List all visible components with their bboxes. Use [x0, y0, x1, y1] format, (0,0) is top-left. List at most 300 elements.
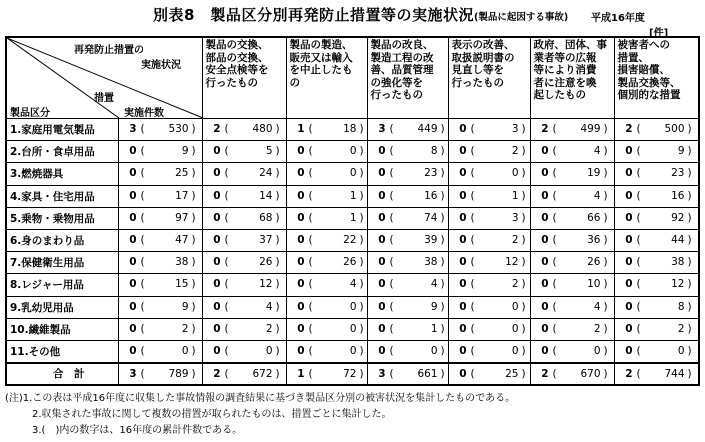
table-row [6, 296, 699, 318]
close-paren: ) [275, 189, 280, 202]
close-paren: ) [275, 300, 280, 313]
table-row [6, 340, 699, 362]
count-cell [448, 252, 530, 274]
open-paren: ( [224, 256, 229, 269]
close-paren: ) [440, 189, 445, 202]
open-paren: ( [552, 256, 557, 269]
count-cell [118, 119, 202, 141]
cumulative-count: 1 [430, 322, 438, 335]
measure-count: 0 [378, 233, 386, 246]
close-paren: ) [191, 278, 196, 291]
cumulative-count: 39 [424, 233, 438, 246]
cumulative-count: 0 [593, 344, 601, 357]
close-paren: ) [275, 278, 280, 291]
cumulative-count: 17 [175, 189, 189, 202]
count-cell [286, 119, 367, 141]
count-cell [614, 163, 699, 185]
close-paren: ) [603, 233, 608, 246]
table-row [6, 119, 699, 141]
cumulative-count: 44 [671, 233, 685, 246]
column-header-line: 販売又は輸入 [289, 51, 353, 64]
measure-count: 0 [129, 189, 137, 202]
open-paren: ( [636, 167, 641, 180]
cumulative-count: 26 [587, 256, 601, 269]
close-paren: ) [440, 145, 445, 158]
cumulative-count: 0 [511, 322, 519, 335]
open-paren: ( [308, 145, 313, 158]
count-cell [118, 318, 202, 340]
fiscal-year: 平成16年度 [591, 13, 645, 24]
open-paren: ( [140, 344, 145, 357]
cumulative-count: 5 [265, 145, 273, 158]
count-cell [286, 318, 367, 340]
product-category: 11.その他 [6, 340, 118, 362]
total-row [6, 363, 699, 385]
measure-count: 0 [378, 256, 386, 269]
open-paren: ( [308, 211, 313, 224]
close-paren: ) [359, 344, 364, 357]
count-cell [118, 363, 202, 385]
column-header-line: 被害者への [617, 39, 670, 51]
column-header-line: 者に注意を喚 [533, 76, 597, 89]
close-paren: ) [687, 278, 692, 291]
measure-count: 0 [459, 123, 467, 135]
measure-count: 0 [129, 145, 137, 158]
measure-count: 1 [297, 367, 305, 380]
column-header-line: 起したもの [533, 89, 586, 101]
count-cell [367, 363, 448, 385]
table-row [6, 141, 699, 163]
cumulative-count: 37 [259, 233, 273, 246]
open-paren: ( [470, 300, 475, 313]
measure-count: 0 [129, 167, 137, 180]
open-paren: ( [224, 211, 229, 224]
scope-note: (製品に起因する事故) [474, 12, 569, 23]
open-paren: ( [389, 167, 394, 180]
close-paren: ) [521, 189, 526, 202]
cumulative-count: 10 [587, 278, 601, 291]
measure-count: 0 [129, 211, 137, 224]
close-paren: ) [521, 256, 526, 269]
count-cell [118, 141, 202, 163]
title-bar [0, 4, 705, 24]
measure-count: 0 [129, 278, 137, 291]
open-paren: ( [389, 367, 394, 380]
cumulative-count: 26 [343, 256, 357, 269]
count-cell [118, 229, 202, 251]
open-paren: ( [636, 211, 641, 224]
open-paren: ( [470, 233, 475, 246]
open-paren: ( [389, 211, 394, 224]
close-paren: ) [521, 233, 526, 246]
count-cell [367, 340, 448, 362]
column-header-2 [286, 37, 367, 119]
count-cell [530, 296, 614, 318]
cumulative-count: 12 [671, 278, 685, 291]
count-cell [530, 185, 614, 207]
product-category: 7.保健衛生用品 [6, 252, 118, 274]
count-cell [448, 229, 530, 251]
open-paren: ( [552, 367, 557, 380]
close-paren: ) [191, 367, 196, 380]
open-paren: ( [552, 278, 557, 291]
measure-count: 0 [213, 145, 221, 158]
close-paren: ) [687, 322, 692, 335]
open-paren: ( [552, 344, 557, 357]
cumulative-count: 789 [168, 367, 189, 380]
cumulative-count: 9 [181, 300, 189, 313]
open-paren: ( [224, 278, 229, 291]
count-cell [448, 119, 530, 141]
open-paren: ( [308, 256, 313, 269]
open-paren: ( [308, 233, 313, 246]
cumulative-count: 23 [424, 167, 438, 180]
open-paren: ( [470, 189, 475, 202]
measure-count: 1 [297, 123, 305, 135]
column-header-line: 損害賠償、 [617, 64, 670, 76]
measure-count: 0 [459, 233, 467, 246]
close-paren: ) [440, 211, 445, 224]
column-header-line: 行ったもの [205, 76, 258, 89]
count-cell [530, 340, 614, 362]
close-paren: ) [359, 233, 364, 246]
close-paren: ) [191, 123, 196, 135]
count-cell [202, 274, 286, 296]
cumulative-count: 530 [168, 123, 189, 135]
product-category: 6.身のまわり品 [6, 229, 118, 251]
cumulative-count: 66 [587, 211, 601, 224]
cumulative-count: 25 [505, 367, 519, 380]
footnote-1: (注)1.この表は平成16年度に収集した事故情報の調査結果に基づき製品区分別の被害状況を集計したものである。 [5, 393, 516, 404]
cumulative-count: 97 [175, 211, 189, 224]
cumulative-count: 2 [593, 322, 601, 335]
measure-count: 0 [541, 233, 549, 246]
column-header-line: の [289, 76, 300, 89]
cumulative-count: 23 [671, 167, 685, 180]
open-paren: ( [224, 189, 229, 202]
open-paren: ( [636, 367, 641, 380]
count-cell [202, 340, 286, 362]
close-paren: ) [603, 189, 608, 202]
count-cell [118, 163, 202, 185]
close-paren: ) [687, 123, 692, 135]
product-category: 1.家庭用電気製品 [6, 119, 118, 141]
open-paren: ( [636, 145, 641, 158]
count-cell [118, 274, 202, 296]
measure-count: 0 [129, 344, 137, 357]
column-header-4 [448, 37, 530, 119]
measure-count: 0 [129, 233, 137, 246]
cumulative-count: 38 [671, 256, 685, 269]
open-paren: ( [389, 344, 394, 357]
column-header-line: 業者等の広報 [533, 51, 597, 64]
column-header-line: 行ったもの [451, 76, 504, 89]
total-label: 合 計 [6, 363, 118, 385]
count-cell [286, 296, 367, 318]
column-header-6 [614, 37, 699, 119]
measure-count: 0 [625, 189, 633, 202]
cumulative-count: 0 [511, 344, 519, 357]
diag-label-mid: 措置 [94, 93, 114, 104]
count-cell [367, 141, 448, 163]
open-paren: ( [224, 167, 229, 180]
close-paren: ) [687, 300, 692, 313]
cumulative-count: 0 [511, 300, 519, 313]
count-cell [118, 340, 202, 362]
measure-count: 0 [541, 167, 549, 180]
table-row [6, 229, 699, 251]
open-paren: ( [470, 145, 475, 158]
close-paren: ) [603, 300, 608, 313]
diag-label-top-2: 実施状況 [141, 60, 181, 71]
measure-count: 0 [213, 344, 221, 357]
cumulative-count: 22 [343, 233, 357, 246]
close-paren: ) [603, 322, 608, 335]
cumulative-count: 74 [424, 211, 438, 224]
measure-count: 0 [297, 300, 305, 313]
open-paren: ( [308, 344, 313, 357]
open-paren: ( [636, 233, 641, 246]
count-cell [614, 207, 699, 229]
count-cell [614, 119, 699, 141]
cumulative-count: 0 [349, 344, 357, 357]
column-header-line: 見直し等を [451, 64, 504, 76]
count-cell [614, 363, 699, 385]
cumulative-count: 0 [511, 167, 519, 180]
cumulative-count: 9 [181, 145, 189, 158]
close-paren: ) [521, 344, 526, 357]
close-paren: ) [359, 145, 364, 158]
close-paren: ) [440, 256, 445, 269]
cumulative-count: 1 [349, 211, 357, 224]
diag-label-bottom: 製品区分 [10, 108, 50, 119]
cumulative-count: 744 [664, 367, 685, 380]
open-paren: ( [224, 322, 229, 335]
close-paren: ) [521, 367, 526, 380]
close-paren: ) [275, 145, 280, 158]
open-paren: ( [140, 123, 145, 135]
open-paren: ( [552, 167, 557, 180]
measure-count: 0 [297, 167, 305, 180]
close-paren: ) [191, 256, 196, 269]
close-paren: ) [275, 344, 280, 357]
count-cell [448, 318, 530, 340]
cumulative-count: 68 [259, 211, 273, 224]
count-cell [530, 252, 614, 274]
close-paren: ) [603, 145, 608, 158]
count-cell [448, 274, 530, 296]
cumulative-count: 670 [580, 367, 601, 380]
open-paren: ( [636, 322, 641, 335]
measure-count: 0 [541, 189, 549, 202]
close-paren: ) [603, 344, 608, 357]
cumulative-count: 9 [677, 145, 685, 158]
table-row [6, 274, 699, 296]
measure-count: 0 [625, 322, 633, 335]
open-paren: ( [389, 300, 394, 313]
close-paren: ) [521, 145, 526, 158]
close-paren: ) [440, 233, 445, 246]
cumulative-count: 2 [511, 233, 519, 246]
measure-count: 0 [297, 256, 305, 269]
measure-count: 0 [129, 322, 137, 335]
close-paren: ) [440, 344, 445, 357]
measure-count: 0 [213, 167, 221, 180]
count-cell [448, 141, 530, 163]
close-paren: ) [440, 322, 445, 335]
count-cell [530, 119, 614, 141]
open-paren: ( [552, 233, 557, 246]
cumulative-count: 38 [424, 256, 438, 269]
measure-count: 3 [129, 367, 137, 380]
count-cell [614, 252, 699, 274]
count-cell [530, 318, 614, 340]
close-paren: ) [359, 167, 364, 180]
open-paren: ( [470, 211, 475, 224]
count-cell [202, 141, 286, 163]
close-paren: ) [275, 211, 280, 224]
open-paren: ( [140, 278, 145, 291]
product-category: 10.繊維製品 [6, 318, 118, 340]
count-cell [448, 185, 530, 207]
measure-count: 0 [541, 322, 549, 335]
measure-count: 0 [297, 233, 305, 246]
count-cell [448, 207, 530, 229]
cumulative-count: 25 [175, 167, 189, 180]
cumulative-count: 2 [511, 278, 519, 291]
close-paren: ) [687, 145, 692, 158]
count-cell [367, 163, 448, 185]
cumulative-count: 8 [677, 300, 685, 313]
open-paren: ( [224, 367, 229, 380]
close-paren: ) [440, 123, 445, 135]
count-cell [530, 141, 614, 163]
open-paren: ( [636, 189, 641, 202]
open-paren: ( [389, 233, 394, 246]
close-paren: ) [275, 367, 280, 380]
measure-count: 0 [297, 189, 305, 202]
close-paren: ) [275, 256, 280, 269]
cumulative-count: 480 [252, 123, 273, 135]
cumulative-count: 47 [175, 233, 189, 246]
measure-count: 3 [378, 367, 386, 380]
close-paren: ) [359, 367, 364, 380]
close-paren: ) [687, 367, 692, 380]
measure-count: 0 [541, 278, 549, 291]
measure-count: 0 [625, 167, 633, 180]
open-paren: ( [470, 256, 475, 269]
close-paren: ) [521, 211, 526, 224]
cumulative-count: 4 [349, 278, 357, 291]
close-paren: ) [275, 167, 280, 180]
count-cell [530, 363, 614, 385]
open-paren: ( [389, 145, 394, 158]
cumulative-count: 72 [343, 367, 357, 380]
cumulative-count: 36 [587, 233, 601, 246]
count-cell [367, 207, 448, 229]
product-category: 8.レジャー用品 [6, 274, 118, 296]
measure-count: 0 [541, 145, 549, 158]
measure-count: 0 [459, 211, 467, 224]
cumulative-count: 4 [430, 278, 438, 291]
cumulative-count: 16 [424, 189, 438, 202]
open-paren: ( [552, 211, 557, 224]
measure-count: 0 [541, 344, 549, 357]
close-paren: ) [687, 211, 692, 224]
measure-count: 0 [129, 256, 137, 269]
measure-count: 0 [541, 211, 549, 224]
measure-count: 0 [297, 344, 305, 357]
close-paren: ) [191, 145, 196, 158]
count-cell [367, 318, 448, 340]
cumulative-count: 2 [511, 145, 519, 158]
column-header-line: 製造工程の改 [370, 51, 434, 64]
close-paren: ) [687, 233, 692, 246]
measure-count: 0 [378, 344, 386, 357]
cumulative-count: 16 [671, 189, 685, 202]
footnote-3: 3.( )内の数字は、16年度の累計件数である。 [32, 425, 243, 436]
open-paren: ( [140, 322, 145, 335]
close-paren: ) [521, 278, 526, 291]
close-paren: ) [359, 300, 364, 313]
count-cell [530, 274, 614, 296]
open-paren: ( [224, 145, 229, 158]
open-paren: ( [224, 344, 229, 357]
measure-count: 0 [625, 233, 633, 246]
measure-count: 0 [213, 256, 221, 269]
count-cell [448, 363, 530, 385]
cumulative-count: 0 [349, 145, 357, 158]
cumulative-count: 38 [175, 256, 189, 269]
close-paren: ) [521, 123, 526, 135]
count-cell [448, 296, 530, 318]
close-paren: ) [603, 123, 608, 135]
measure-count: 0 [459, 367, 467, 380]
measure-count: 0 [459, 189, 467, 202]
measure-count: 0 [625, 278, 633, 291]
close-paren: ) [440, 367, 445, 380]
measure-count: 0 [378, 300, 386, 313]
cumulative-count: 9 [430, 300, 438, 313]
open-paren: ( [470, 278, 475, 291]
measure-count: 0 [378, 145, 386, 158]
count-cell [118, 207, 202, 229]
cumulative-count: 0 [349, 322, 357, 335]
measure-count: 0 [297, 278, 305, 291]
count-cell [367, 296, 448, 318]
close-paren: ) [191, 322, 196, 335]
close-paren: ) [687, 256, 692, 269]
open-paren: ( [140, 145, 145, 158]
measure-count: 0 [459, 256, 467, 269]
close-paren: ) [440, 167, 445, 180]
close-paren: ) [603, 278, 608, 291]
cumulative-count: 499 [580, 123, 601, 135]
close-paren: ) [687, 344, 692, 357]
open-paren: ( [224, 123, 229, 135]
measure-count: 0 [297, 145, 305, 158]
count-cell [286, 340, 367, 362]
close-paren: ) [359, 256, 364, 269]
measure-count: 0 [297, 211, 305, 224]
column-header-line: を中止したも [289, 64, 353, 76]
cumulative-count: 15 [175, 278, 189, 291]
count-cell [118, 252, 202, 274]
cumulative-count: 2 [265, 322, 273, 335]
measure-count: 0 [459, 278, 467, 291]
column-header-line: 表示の改善、 [451, 39, 515, 51]
measure-count: 0 [459, 322, 467, 335]
